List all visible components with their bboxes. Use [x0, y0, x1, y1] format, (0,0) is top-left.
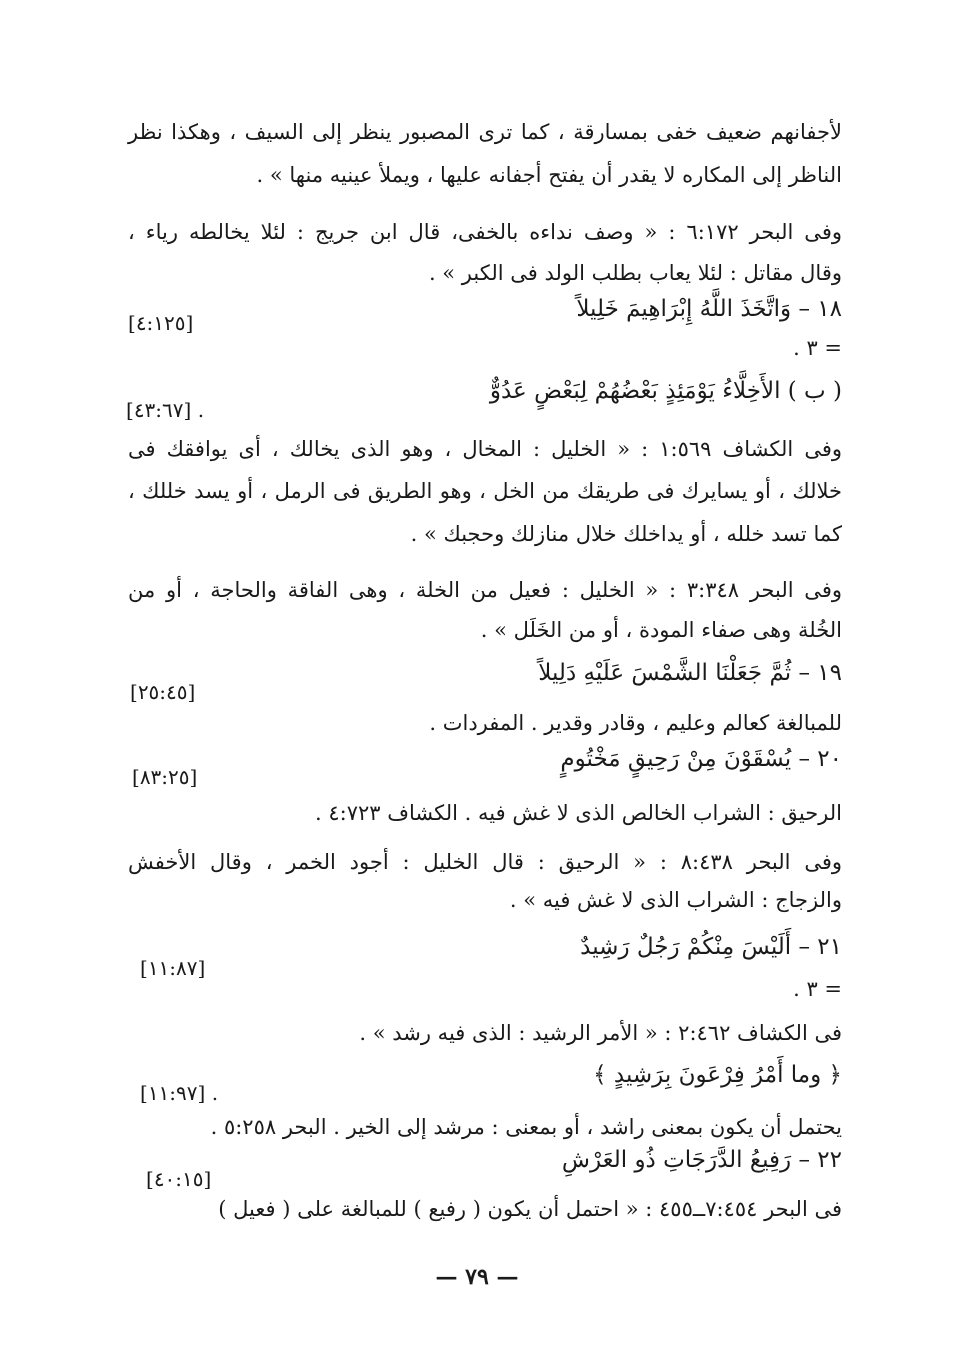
text-line: كما تسد خلله ، أو يداخلك خلال منازلك وحجبك » .	[410, 522, 842, 546]
text-line: فى البحر ٧:٤٥٤ــ٤٥٥ : « احتمل أن يكون ( رفيع ) للمبالغة على ( فعيل )	[218, 1197, 842, 1221]
text-line: وقال مقاتل : لئلا يعاب بطلب الولد فى الكبر » .	[428, 261, 842, 285]
text-line: وفى الكشاف ١:٥٦٩ : « الخليل : المخال ، وهو الذى يخالك ، أى يوافقك فى	[128, 437, 843, 461]
verse-reference: [٤:١٢٥]	[128, 311, 194, 335]
text-line: والزجاج : الشراب الذى لا غش فيه » .	[509, 888, 842, 912]
text-line: وفى البحر ٨:٤٣٨ : « الرحيق : قال الخليل : أجود الخمر ، وقال الأخفش	[128, 850, 842, 874]
text-line: يحتمل أن يكون بمعنى راشد ، أو بمعنى : مرشد إلى الخير . البحر ٥:٢٥٨ .	[210, 1115, 842, 1139]
verse-line: ١٩ – ثُمَّ جَعَلْنَا الشَّمْسَ عَلَيْهِ دَلِيلاً	[538, 660, 842, 686]
verse-line: ١٨ – وَاتَّخَذَ اللَّهُ إِبْرَاهِيمَ خَلِيلاً	[576, 296, 842, 322]
text-line: وفى البحر ٣:٣٤٨ : « الخليل : فعيل من الخلة ، وهى الفاقة والحاجة ، أو من	[128, 578, 842, 602]
verse-line: ( ب ) الأَخِلَّاءُ يَوْمَئِذٍ بَعْضُهُمْ لِبَعْضٍ عَدُوٌّ	[489, 378, 842, 404]
verse-line: ٢٠ – يُسْقَوْنَ مِنْ رَحِيقٍ مَخْتُومٍ	[560, 746, 842, 772]
text-line: للمبالغة كعالم وعليم ، وقادر وقدير . المفردات .	[429, 711, 842, 735]
verse-reference: . [٤٣:٦٧]	[126, 398, 205, 422]
verse-line: ٢٢ – رَفِيعُ الدَّرَجَاتِ ذُو العَرْشِ	[561, 1147, 842, 1173]
equals-marker: = ٣ .	[793, 336, 842, 360]
verse-line: ٢١ – أَلَيْسَ مِنْكُمْ رَجُلٌ رَشِيدٌ	[580, 934, 842, 960]
text-line: لأجفانهم ضعيف خفى بمسارقة ، كما ترى المصبور ينظر إلى السيف ، وهكذا نظر	[128, 120, 842, 144]
equals-marker: = ٣ .	[793, 977, 842, 1001]
text-line: فى الكشاف ٢:٤٦٢ : « الأمر الرشيد : الذى فيه رشد » .	[359, 1021, 842, 1045]
text-line: الرحيق : الشراب الخالص الذى لا غش فيه . الكشاف ٤:٧٢٣ .	[315, 801, 842, 825]
verse-reference: [٨٣:٢٥]	[132, 765, 198, 789]
verse-reference: [٤٠:١٥]	[146, 1167, 212, 1191]
text-line: الناظر إلى المكاره لا يقدر أن يفتح أجفانه عليها ، ويملأ عينيه منها » .	[256, 163, 842, 187]
text-line: خلالك ، أو يسايرك فى طريقك من الخل ، وهو الطريق فى الرمل ، أو يسد خللك ،	[128, 479, 842, 503]
verse-reference: [١١:٨٧]	[140, 956, 206, 980]
verse-reference: [٢٥:٤٥]	[130, 680, 196, 704]
verse-line: ﴿ وما أَمْرُ فِرْعَونَ بِرَشِيدٍ ﴾	[593, 1062, 842, 1088]
verse-reference: . [١١:٩٧]	[140, 1081, 219, 1105]
text-line: الخُلة وهى صفاء المودة ، أو من الخَلَل » .	[480, 618, 842, 642]
page-number: — ٧٩ —	[435, 1264, 519, 1290]
text-line: وفى البحر ٦:١٧٢ : « وصف نداءه بالخفى، قال ابن جريج : لئلا يخالطه رياء ،	[128, 220, 842, 244]
